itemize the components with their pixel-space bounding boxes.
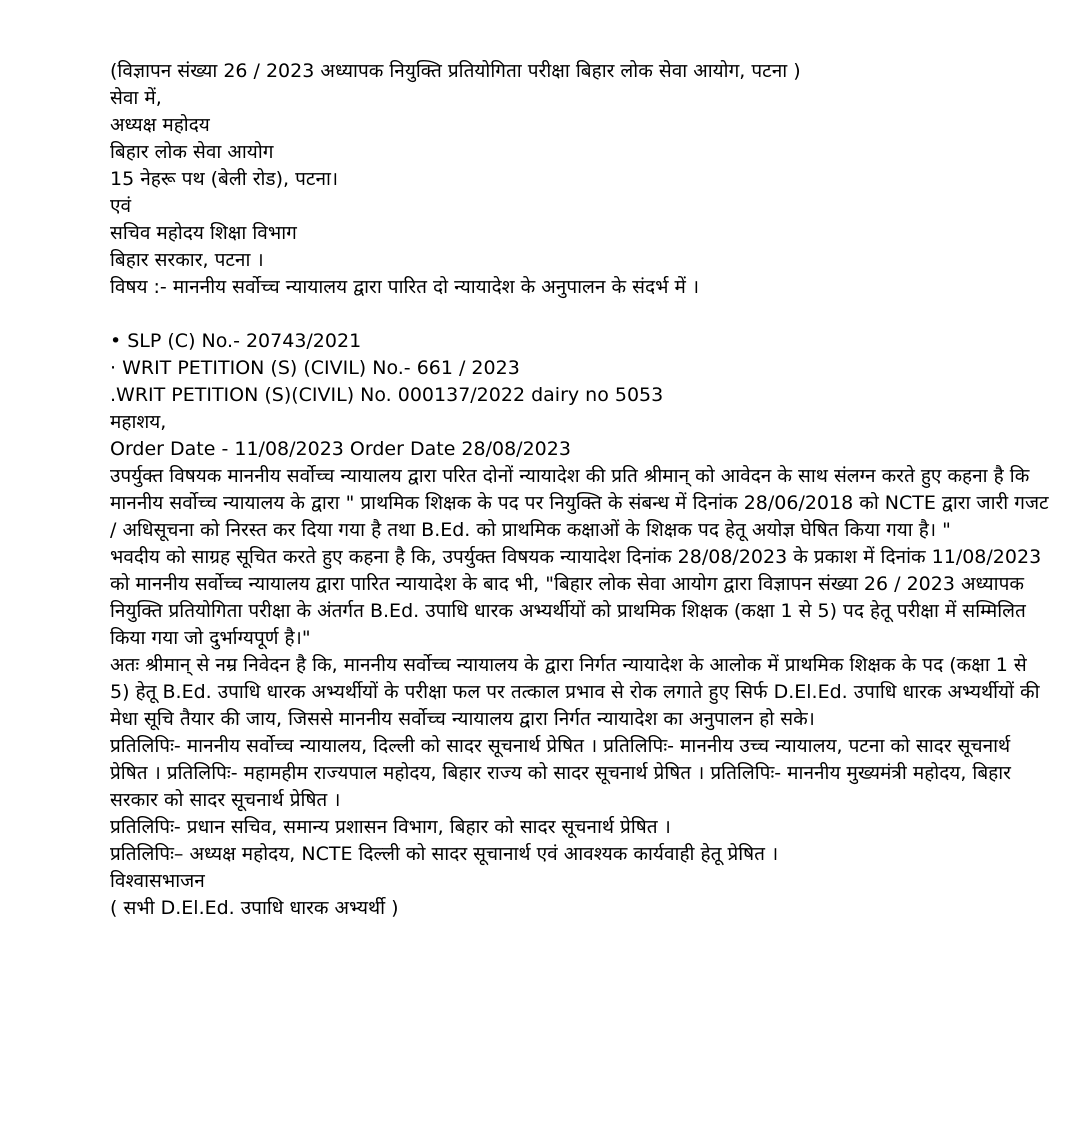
letter-body: [110, 58, 1050, 922]
salutation-to: सेवा में,: [110, 87, 162, 109]
signatory: ( सभी D.El.Ed. उपाधि धारक अभ्यर्थी ): [110, 897, 399, 919]
greeting: महाशय,: [110, 411, 167, 433]
copy-to-paragraph: प्रतिलिपिः- माननीय सर्वोच्च न्यायालय, दिल्ली को सादर सूचनार्थ प्रेषित । प्रतिलिपिः- माननीय उच्च न्यायालय, पटना को सादर सूचनार्थ प्रेषित । प्रतिलिपिः- महामहीम राज्यपाल महोदय, बिहार राज्य को सादर सूचनार्थ प्रेषित । प्रतिलिपिः- माननीय मुख्यमंत्री महोदय, बिहार सरकार को सादर सूचनार्थ प्रेषित ।: [110, 735, 1011, 811]
recipient-1-org: बिहार लोक सेवा आयोग: [110, 141, 274, 163]
recipient-1-title: अध्यक्ष महोदय: [110, 114, 210, 136]
recipient-1-address: 15 नेहरू पथ (बेली रोड), पटना।: [110, 168, 339, 190]
body-paragraph: उपर्युक्त विषयक माननीय सर्वोच्च न्यायालय द्वारा परित दोनों न्यायादेश की प्रति श्रीमान् को आवेदन के साथ संलग्न करते हुए कहना है कि माननीय सर्वोच्च न्यायालय के द्वारा " प्राथमिक शिक्षक के पद पर नियुक्ति के संबन्ध में दिनांक 28/06/2018 को NCTE द्वारा जारी गजट / अधिसूचना को निरस्त कर दिया गया है तथा B.Ed. को प्राथमिक कक्षाओं के शिक्षक पद हेतू अयोज्ञ घेषित किया गया है। ": [110, 465, 1049, 541]
spacer: [110, 301, 1050, 328]
advertisement-reference: (विज्ञापन संख्या 26 / 2023 अध्यापक नियुक्ति प्रतियोगिता परीक्षा बिहार लोक सेवा आयोग, पटना ): [110, 60, 801, 82]
subject-line: विषय :- माननीय सर्वोच्च न्यायालय द्वारा पारित दो न्यायादेश के अनुपालन के संदर्भ में ।: [110, 276, 700, 298]
closing: विश्वासभाजन: [110, 870, 205, 892]
case-reference: .WRIT PETITION (S)(CIVIL) No. 000137/2022 dairy no 5053: [110, 384, 664, 406]
body-paragraph: भवदीय को साग्रह सूचित करते हुए कहना है कि, उपर्युक्त विषयक न्यायादेश दिनांक 28/08/2023 के प्रकाश में दिनांक 11/08/2023 को माननीय सर्वोच्च न्यायालय द्वारा पारित न्यायादेश के बाद भी, "बिहार लोक सेवा आयोग द्वारा विज्ञापन संख्या 26 / 2023 अध्यापक नियुक्ति प्रतियोगिता परीक्षा के अंतर्गत B.Ed. उपाधि धारक अभ्यर्थीयों को प्राथमिक शिक्षक (कक्षा 1 से 5) पद हेतू परीक्षा में सम्मिलित किया गया जो दुर्भाग्यपूर्ण है।": [110, 546, 1042, 649]
body-paragraph: अतः श्रीमान् से नम्र निवेदन है कि, माननीय सर्वोच्च न्यायालय के द्वारा निर्गत न्यायादेश के आलोक में प्राथमिक शिक्षक के पद (कक्षा 1 से 5) हेतू B.Ed. उपाधि धारक अभ्यर्थीयों के परीक्षा फल पर तत्काल प्रभाव से रोक लगाते हुए सिर्फ D.El.Ed. उपाधि धारक अभ्यर्थीयों की मेधा सूचि तैयार की जाय, जिससे माननीय सर्वोच्च न्यायालय द्वारा निर्गत न्यायादेश का अनुपालन हो सके।: [110, 654, 1040, 730]
order-dates: Order Date - 11/08/2023 Order Date 28/08/2023: [110, 438, 571, 460]
case-reference: · WRIT PETITION (S) (CIVIL) No.- 661 / 2023: [110, 357, 520, 379]
recipient-2-org: बिहार सरकार, पटना ।: [110, 249, 264, 271]
conjunction-and: एवं: [110, 195, 132, 217]
copy-to-paragraph: प्रतिलिपिः– अध्यक्ष महोदय, NCTE दिल्ली को सादर सूचानार्थ एवं आवश्यक कार्यवाही हेतू प्रेषित ।: [110, 843, 779, 865]
case-reference: • SLP (C) No.- 20743/2021: [110, 330, 362, 352]
copy-to-paragraph: प्रतिलिपिः- प्रधान सचिव, समान्य प्रशासन विभाग, बिहार को सादर सूचनार्थ प्रेषित ।: [110, 816, 671, 838]
recipient-2-title: सचिव महोदय शिक्षा विभाग: [110, 222, 297, 244]
